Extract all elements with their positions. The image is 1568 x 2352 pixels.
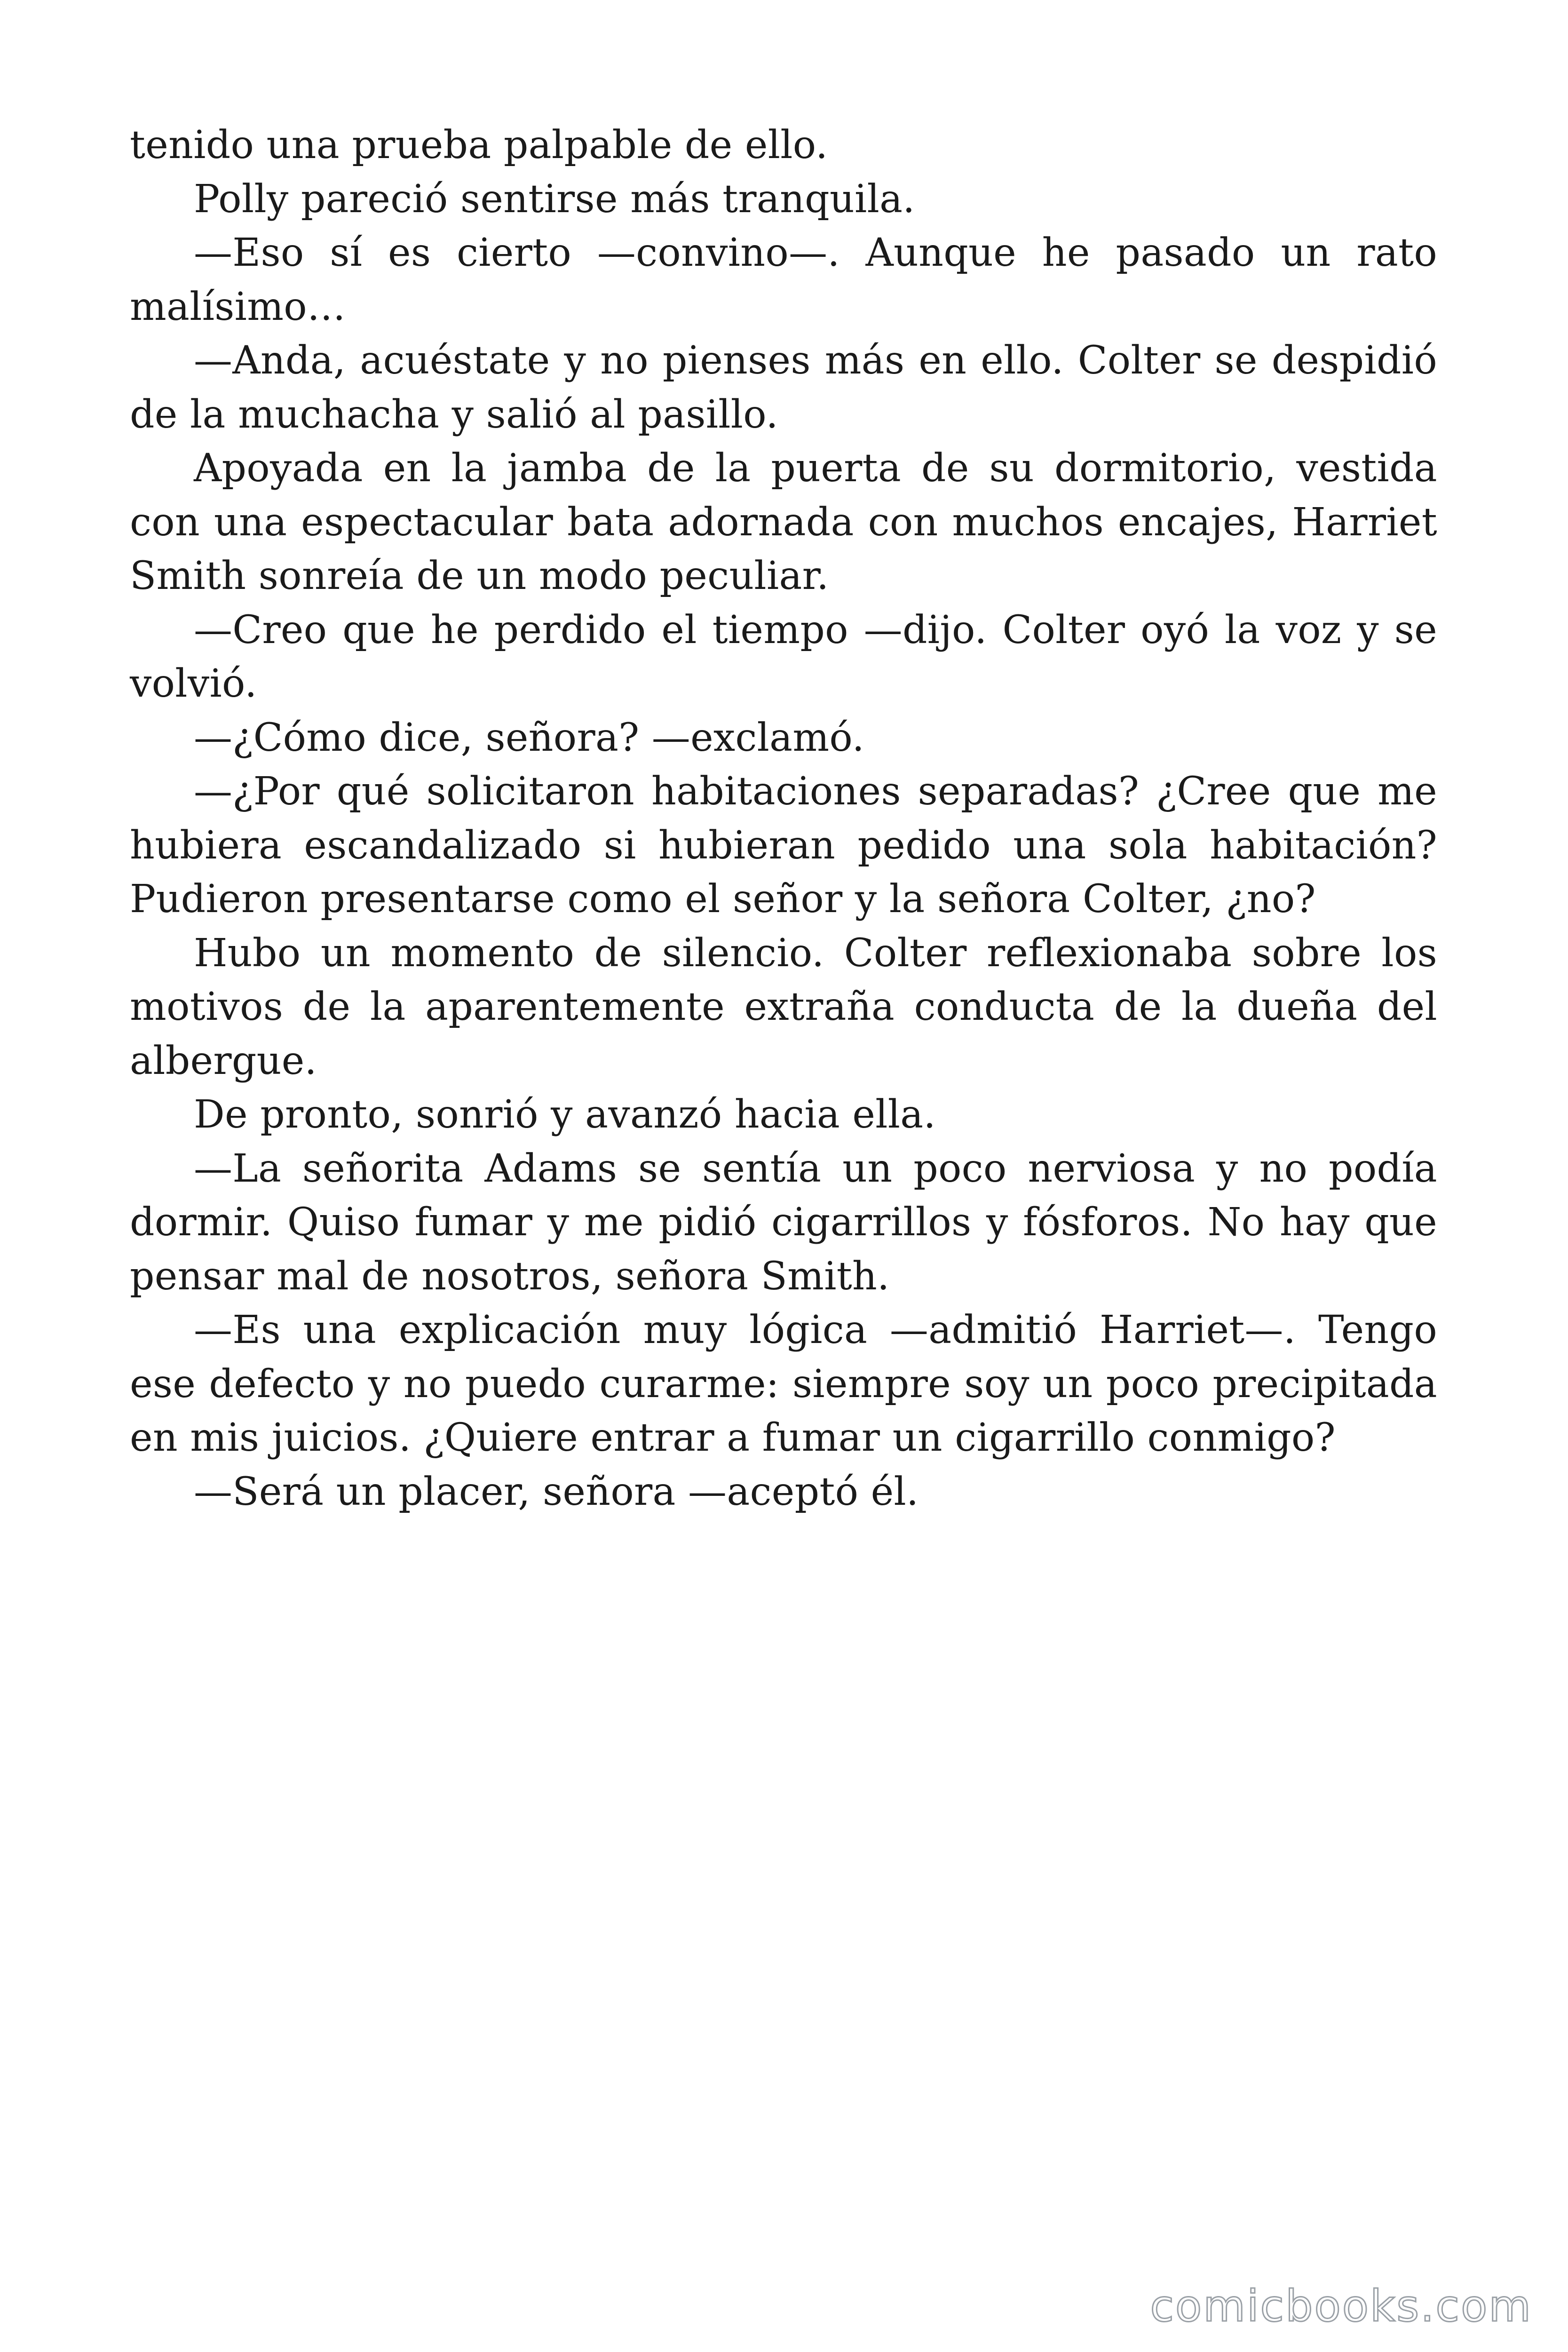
- paragraph: Apoyada en la jamba de la puerta de su dormitorio, vestida con una espectacular bata adornada con muchos encajes, Harriet Smith sonreía de un modo peculiar.: [130, 446, 1437, 598]
- paragraph: —Es una explicación muy lógica —admitió Harriet—. Tengo ese defecto y no puedo curarme: siempre soy un poco precipitada en mis juicios. ¿Quiere entrar a fumar un cigarrillo conmigo?: [130, 1308, 1437, 1460]
- paragraph: —Será un placer, señora —aceptó él.: [194, 1469, 919, 1514]
- paragraph: Polly pareció sentirse más tranquila.: [194, 176, 915, 222]
- paragraph: tenido una prueba palpable de ello.: [130, 123, 828, 167]
- paragraph: De pronto, sonrió y avanzó hacia ella.: [194, 1092, 936, 1137]
- paragraph: —Creo que he perdido el tiempo —dijo. Colter oyó la voz y se volvió.: [130, 607, 1437, 706]
- watermark: comicbooks.com: [1150, 2281, 1532, 2331]
- page-body-text: [130, 119, 1437, 1519]
- paragraph: —Anda, acuéstate y no pienses más en ello. Colter se despidió de la muchacha y salió al pasillo.: [130, 338, 1437, 437]
- paragraph: —Eso sí es cierto —convino—. Aunque he pasado un rato malísimo…: [130, 230, 1437, 329]
- paragraph: Hubo un momento de silencio. Colter reflexionaba sobre los motivos de la aparentemente extraña conducta de la dueña del albergue.: [130, 930, 1437, 1083]
- paragraph: —¿Cómo dice, señora? —exclamó.: [194, 715, 865, 760]
- paragraph: —La señorita Adams se sentía un poco nerviosa y no podía dormir. Quiso fumar y me pidió cigarrillos y fósforos. No hay que pensar mal de nosotros, señora Smith.: [130, 1146, 1437, 1299]
- paragraph: —¿Por qué solicitaron habitaciones separadas? ¿Cree que me hubiera escandalizado si hubieran pedido una sola habitación? Pudieron presentarse como el señor y la señora Colter, ¿no?: [130, 769, 1437, 922]
